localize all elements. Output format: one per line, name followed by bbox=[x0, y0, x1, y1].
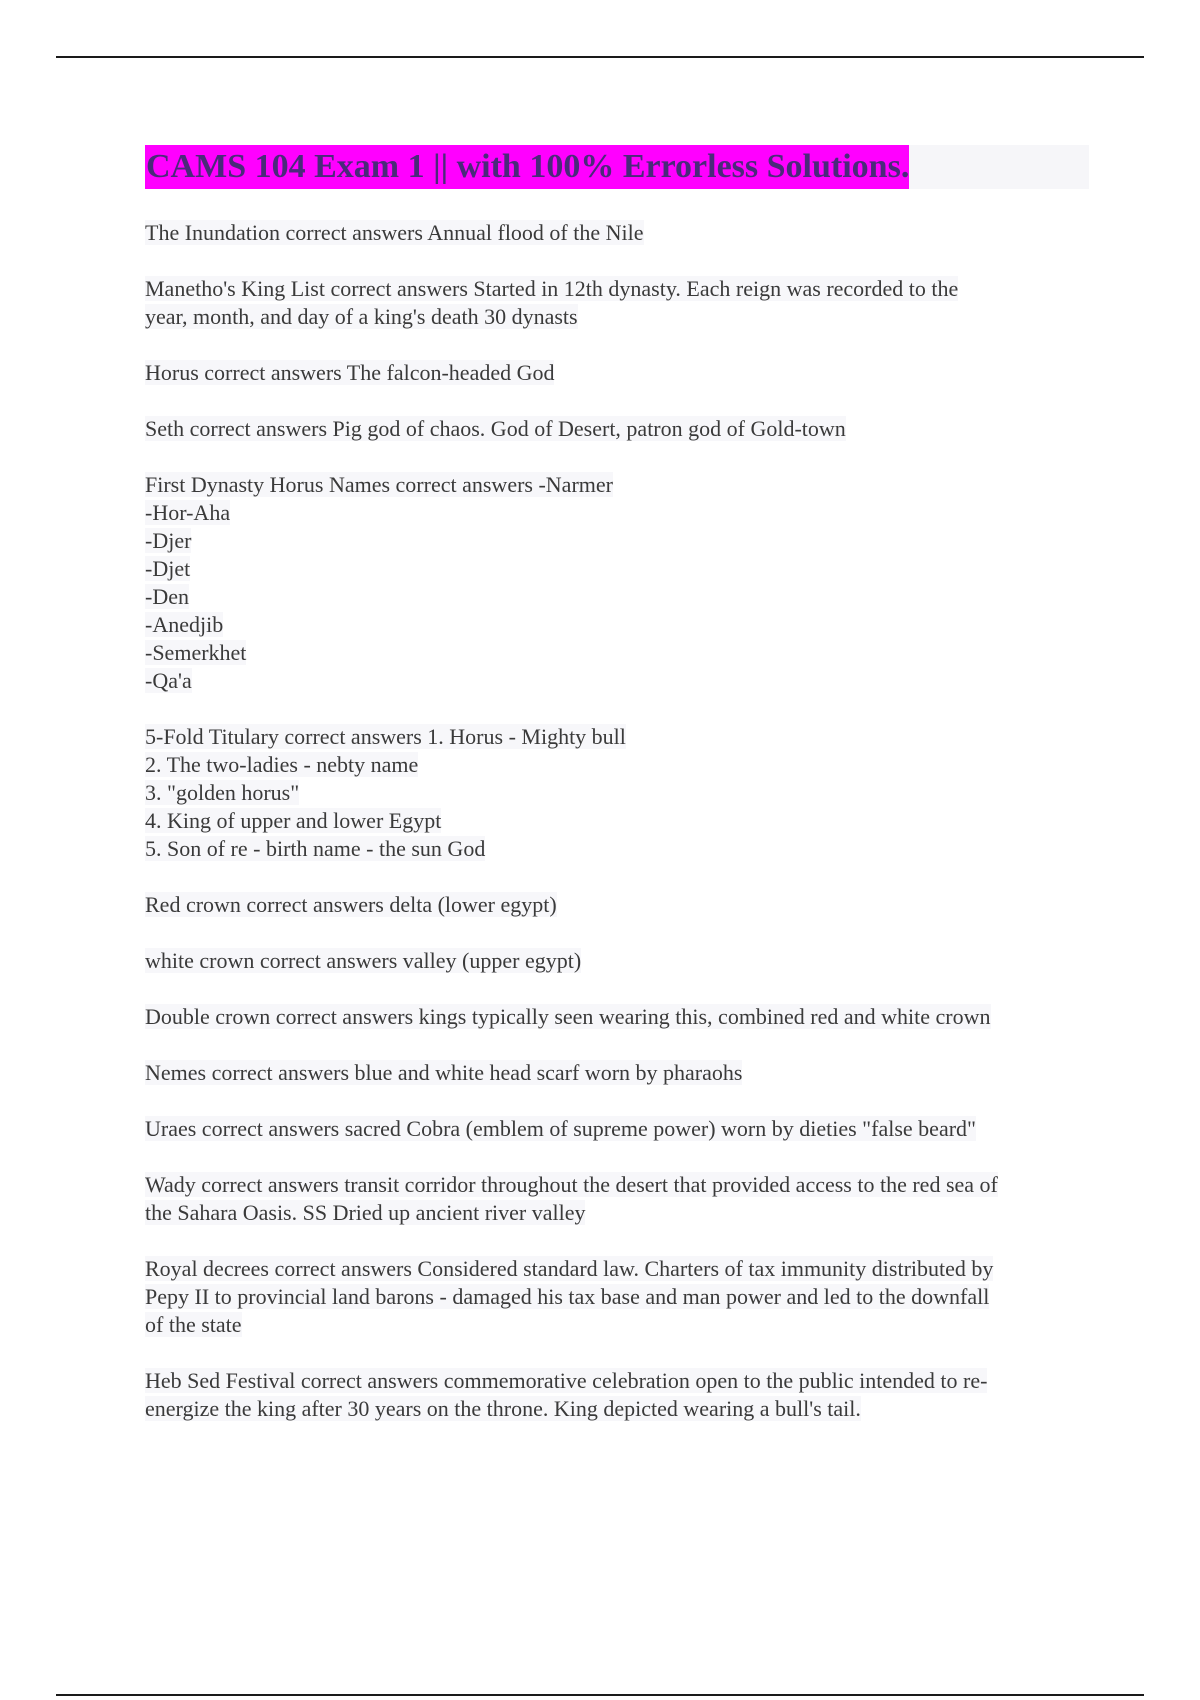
qa-line-text: Red crown correct answers delta (lower egypt) bbox=[145, 892, 557, 917]
qa-line-text: -Den bbox=[145, 584, 189, 609]
qa-line bbox=[145, 1283, 1089, 1311]
qa-line-text: -Semerkhet bbox=[145, 640, 247, 665]
qa-line bbox=[145, 275, 1089, 303]
qa-line bbox=[145, 779, 1089, 807]
qa-entry bbox=[145, 471, 1089, 695]
qa-line-text: -Qa'a bbox=[145, 668, 192, 693]
qa-line bbox=[145, 639, 1089, 667]
qa-line bbox=[145, 499, 1089, 527]
qa-line bbox=[145, 1367, 1089, 1395]
qa-line bbox=[145, 723, 1089, 751]
qa-line-text: The Inundation correct answers Annual flood of the Nile bbox=[145, 220, 644, 245]
qa-line bbox=[145, 415, 1089, 443]
qa-line bbox=[145, 1311, 1089, 1339]
qa-line-text: 5-Fold Titulary correct answers 1. Horus - Mighty bull bbox=[145, 724, 626, 749]
qa-line-text: Pepy II to provincial land barons - damaged his tax base and man power and led to the downfall bbox=[145, 1284, 990, 1309]
qa-line bbox=[145, 303, 1089, 331]
qa-line-text: 2. The two-ladies - nebty name bbox=[145, 752, 419, 777]
qa-line-text: 4. King of upper and lower Egypt bbox=[145, 808, 442, 833]
qa-line-text: year, month, and day of a king's death 30 dynasts bbox=[145, 304, 578, 329]
qa-entry bbox=[145, 723, 1089, 863]
qa-line bbox=[145, 1199, 1089, 1227]
qa-line-text: Manetho's King List correct answers Started in 12th dynasty. Each reign was recorded to the bbox=[145, 276, 959, 301]
qa-line bbox=[145, 1059, 1089, 1087]
qa-line bbox=[145, 611, 1089, 639]
qa-line bbox=[145, 1395, 1089, 1423]
qa-line bbox=[145, 1255, 1089, 1283]
qa-list bbox=[145, 219, 1089, 1423]
qa-line bbox=[145, 947, 1089, 975]
qa-entry bbox=[145, 219, 1089, 247]
qa-line bbox=[145, 891, 1089, 919]
qa-line-text: Horus correct answers The falcon-headed God bbox=[145, 360, 555, 385]
qa-entry bbox=[145, 947, 1089, 975]
qa-line-text: -Anedjib bbox=[145, 612, 224, 637]
qa-line-text: the Sahara Oasis. SS Dried up ancient river valley bbox=[145, 1200, 586, 1225]
qa-line-text: white crown correct answers valley (upper egypt) bbox=[145, 948, 582, 973]
qa-line-text: 3. "golden horus" bbox=[145, 780, 300, 805]
qa-line bbox=[145, 527, 1089, 555]
qa-line bbox=[145, 751, 1089, 779]
qa-line bbox=[145, 583, 1089, 611]
qa-line-text: Uraes correct answers sacred Cobra (emblem of supreme power) worn by dieties "false beard" bbox=[145, 1116, 977, 1141]
qa-line-text: Heb Sed Festival correct answers commemorative celebration open to the public intended to re- bbox=[145, 1368, 988, 1393]
qa-line-text: Seth correct answers Pig god of chaos. God of Desert, patron god of Gold-town bbox=[145, 416, 846, 441]
qa-line bbox=[145, 555, 1089, 583]
qa-entry bbox=[145, 1171, 1089, 1227]
qa-line bbox=[145, 835, 1089, 863]
footer-rule bbox=[56, 1694, 1144, 1696]
qa-line-text: -Djet bbox=[145, 556, 191, 581]
qa-entry bbox=[145, 1367, 1089, 1423]
qa-line-text: of the state bbox=[145, 1312, 242, 1337]
qa-line-text: Double crown correct answers kings typically seen wearing this, combined red and white crown bbox=[145, 1004, 991, 1029]
qa-line-text: 5. Son of re - birth name - the sun God bbox=[145, 836, 486, 861]
qa-entry bbox=[145, 1115, 1089, 1143]
qa-line bbox=[145, 471, 1089, 499]
document-title: CAMS 104 Exam 1 || with 100% Errorless Solutions. bbox=[145, 145, 909, 189]
title-band bbox=[145, 145, 1089, 189]
qa-line-text: Royal decrees correct answers Considered standard law. Charters of tax immunity distributed by bbox=[145, 1256, 994, 1281]
qa-line bbox=[145, 1003, 1089, 1031]
qa-line bbox=[145, 1171, 1089, 1199]
qa-line-text: -Hor-Aha bbox=[145, 500, 231, 525]
qa-entry bbox=[145, 415, 1089, 443]
qa-line bbox=[145, 807, 1089, 835]
qa-entry bbox=[145, 1003, 1089, 1031]
qa-entry bbox=[145, 359, 1089, 387]
qa-line-text: -Djer bbox=[145, 528, 192, 553]
qa-line bbox=[145, 667, 1089, 695]
qa-line-text: Nemes correct answers blue and white head scarf worn by pharaohs bbox=[145, 1060, 743, 1085]
qa-line-text: Wady correct answers transit corridor throughout the desert that provided access to the red sea of bbox=[145, 1172, 998, 1197]
qa-entry bbox=[145, 1059, 1089, 1087]
qa-entry bbox=[145, 275, 1089, 331]
qa-line bbox=[145, 359, 1089, 387]
qa-entry bbox=[145, 1255, 1089, 1339]
document-body bbox=[145, 145, 1089, 1451]
qa-line bbox=[145, 219, 1089, 247]
qa-entry bbox=[145, 891, 1089, 919]
qa-line-text: energize the king after 30 years on the throne. King depicted wearing a bull's tail. bbox=[145, 1396, 861, 1421]
qa-line bbox=[145, 1115, 1089, 1143]
header-rule bbox=[56, 56, 1144, 58]
qa-line-text: First Dynasty Horus Names correct answers -Narmer bbox=[145, 472, 613, 497]
